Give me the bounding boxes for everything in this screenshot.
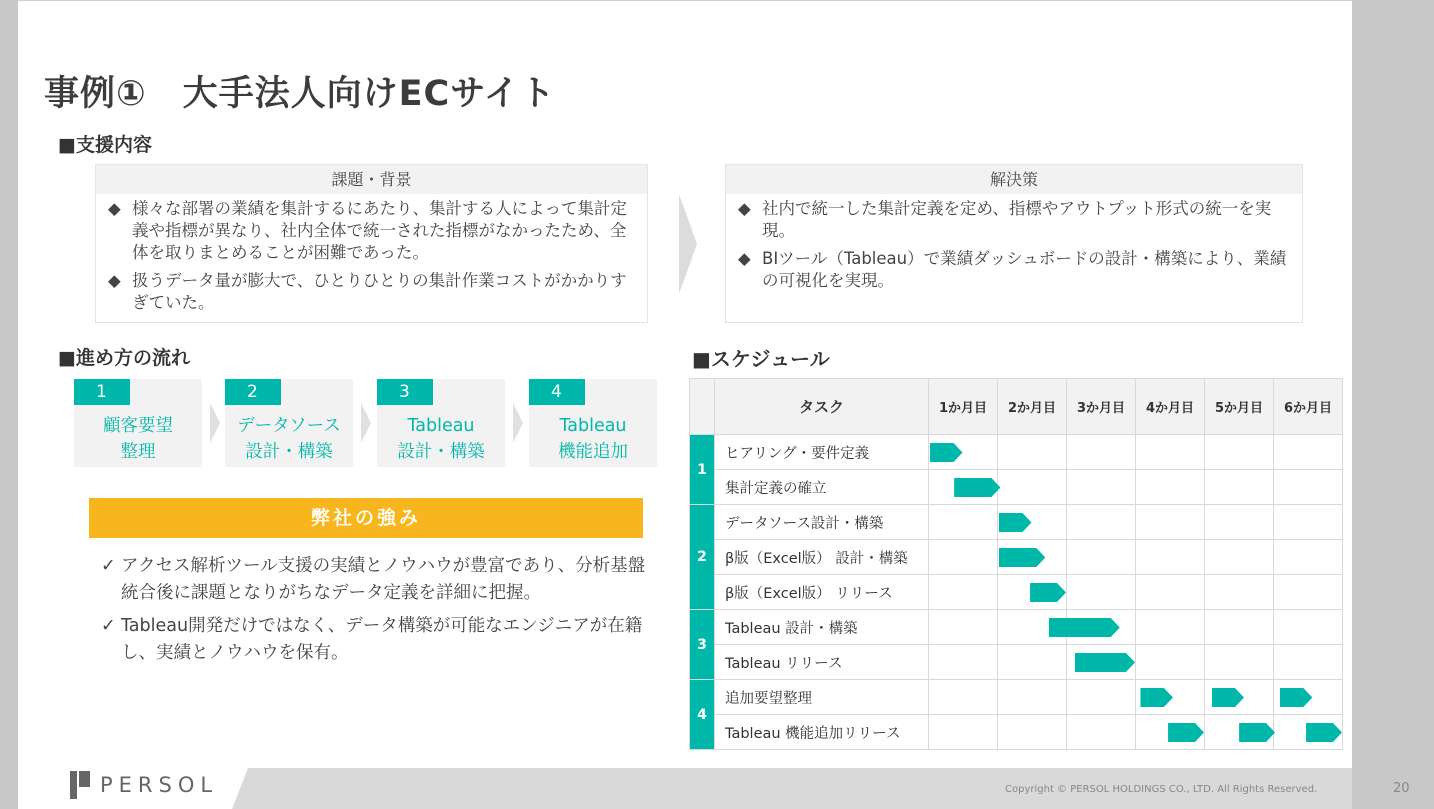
month-cell bbox=[929, 435, 998, 470]
gantt-bar bbox=[1280, 688, 1313, 707]
table-row bbox=[690, 470, 1343, 505]
strength-text: Tableau開発だけではなく、データ構築が可能なエンジニアが在籍し、実績とノウハウを保有。 bbox=[121, 616, 643, 663]
gantt-bar bbox=[1239, 723, 1275, 742]
table-row bbox=[690, 505, 1343, 540]
phase-label: 3 bbox=[690, 610, 715, 680]
bullet-text: 扱うデータ量が膨大で、ひとりひとりの集計作業コストがかかりすぎていた。 bbox=[132, 271, 627, 312]
month-cell bbox=[929, 680, 998, 715]
month-cell bbox=[998, 680, 1067, 715]
month-cell bbox=[929, 610, 998, 645]
step-label-line: 機能追加 bbox=[558, 442, 628, 462]
month-cell bbox=[1274, 435, 1343, 470]
gantt-bar bbox=[930, 443, 963, 462]
step-label bbox=[529, 413, 657, 465]
month-cell bbox=[929, 715, 998, 750]
month-header: 5か月目 bbox=[1205, 379, 1274, 435]
gantt-bar bbox=[1075, 653, 1135, 672]
month-cell bbox=[1136, 505, 1205, 540]
task-name: Tableau 設計・構築 bbox=[715, 610, 929, 645]
step-number: 4 bbox=[529, 379, 585, 405]
diamond-icon: ◆ bbox=[738, 199, 751, 218]
check-icon: ✓ bbox=[101, 616, 116, 636]
month-cell bbox=[929, 540, 998, 575]
month-cell bbox=[1067, 470, 1136, 505]
strength-list bbox=[101, 553, 661, 673]
task-name: Tableau リリース bbox=[715, 645, 929, 680]
page-title: 事例① 大手法人向けECサイト bbox=[44, 74, 556, 114]
step-label bbox=[225, 413, 353, 465]
month-cell bbox=[1136, 680, 1205, 715]
process-step bbox=[74, 379, 202, 467]
table-row bbox=[690, 435, 1343, 470]
schedule-header-row bbox=[690, 379, 1343, 435]
task-column-header: タスク bbox=[715, 379, 929, 435]
table-row bbox=[690, 575, 1343, 610]
solution-header: 解決策 bbox=[726, 165, 1302, 194]
arrow-right-icon bbox=[679, 194, 697, 294]
month-cell bbox=[1136, 645, 1205, 680]
task-name: Tableau 機能追加リリース bbox=[715, 715, 929, 750]
phase-label: 1 bbox=[690, 435, 715, 505]
chevron-right-icon bbox=[210, 403, 220, 443]
step-label-line: 整理 bbox=[120, 442, 156, 462]
month-cell bbox=[1274, 540, 1343, 575]
month-cell bbox=[1136, 575, 1205, 610]
task-name: ヒアリング・要件定義 bbox=[715, 435, 929, 470]
month-cell bbox=[998, 505, 1067, 540]
month-cell bbox=[1136, 435, 1205, 470]
persol-logo-icon bbox=[70, 771, 90, 799]
bullet-item bbox=[108, 198, 637, 264]
check-icon: ✓ bbox=[101, 556, 116, 576]
month-cell bbox=[1067, 435, 1136, 470]
persol-logo bbox=[70, 771, 218, 799]
schedule-table bbox=[689, 378, 1343, 750]
strength-item bbox=[101, 613, 661, 667]
footer-slant bbox=[232, 768, 248, 809]
step-number: 1 bbox=[74, 379, 130, 405]
month-cell bbox=[929, 470, 998, 505]
month-cell bbox=[929, 575, 998, 610]
gantt-bar bbox=[1049, 618, 1120, 637]
schedule-corner bbox=[690, 379, 715, 435]
bullet-text: BIツール（Tableau）で業績ダッシュボードの設計・構築により、業績の可視化を実現。 bbox=[762, 249, 1287, 290]
solution-bullets bbox=[726, 194, 1302, 292]
month-header: 2か月目 bbox=[998, 379, 1067, 435]
step-label-line: Tableau bbox=[407, 416, 475, 436]
month-cell bbox=[998, 610, 1067, 645]
chevron-right-icon bbox=[361, 403, 371, 443]
gantt-bar bbox=[954, 478, 1000, 497]
step-label-line: データソース bbox=[237, 416, 341, 436]
month-cell bbox=[1136, 715, 1205, 750]
month-cell bbox=[1274, 505, 1343, 540]
gantt-bar bbox=[1306, 723, 1342, 742]
left-margin bbox=[0, 0, 18, 809]
task-name: β版（Excel版） 設計・構築 bbox=[715, 540, 929, 575]
phase-label: 2 bbox=[690, 505, 715, 610]
bullet-item bbox=[738, 198, 1292, 242]
month-cell bbox=[1205, 680, 1274, 715]
process-step bbox=[529, 379, 657, 467]
month-cell bbox=[929, 505, 998, 540]
month-cell bbox=[998, 645, 1067, 680]
month-header: 4か月目 bbox=[1136, 379, 1205, 435]
gantt-bar bbox=[999, 548, 1045, 567]
step-label-line: Tableau bbox=[559, 416, 627, 436]
table-row bbox=[690, 680, 1343, 715]
month-cell bbox=[1067, 645, 1136, 680]
right-margin bbox=[1352, 0, 1434, 809]
month-cell bbox=[998, 470, 1067, 505]
month-cell bbox=[1274, 645, 1343, 680]
section-flow-heading: ■進め方の流れ bbox=[58, 347, 190, 369]
top-border bbox=[18, 0, 1352, 1]
table-row bbox=[690, 645, 1343, 680]
solution-box bbox=[725, 164, 1303, 323]
month-cell bbox=[929, 645, 998, 680]
gantt-bar bbox=[999, 513, 1032, 532]
month-header: 3か月目 bbox=[1067, 379, 1136, 435]
month-header: 6か月目 bbox=[1274, 379, 1343, 435]
month-cell bbox=[1274, 715, 1343, 750]
strength-title: 弊社の強み bbox=[89, 498, 643, 538]
table-row bbox=[690, 715, 1343, 750]
issues-header: 課題・背景 bbox=[96, 165, 647, 194]
bullet-text: 社内で統一した集計定義を定め、指標やアウトプット形式の統一を実現。 bbox=[762, 199, 1272, 240]
month-cell bbox=[1067, 715, 1136, 750]
month-cell bbox=[1274, 470, 1343, 505]
month-cell bbox=[1205, 540, 1274, 575]
table-row bbox=[690, 610, 1343, 645]
month-cell bbox=[1205, 645, 1274, 680]
month-cell bbox=[1136, 540, 1205, 575]
month-cell bbox=[998, 540, 1067, 575]
gantt-bar bbox=[1140, 688, 1173, 707]
month-cell bbox=[1205, 610, 1274, 645]
step-label-line: 顧客要望 bbox=[103, 416, 173, 436]
month-cell bbox=[1274, 680, 1343, 715]
month-cell bbox=[1205, 505, 1274, 540]
month-cell bbox=[1274, 610, 1343, 645]
month-cell bbox=[1205, 470, 1274, 505]
issues-box bbox=[95, 164, 648, 323]
month-cell bbox=[998, 715, 1067, 750]
phase-label: 4 bbox=[690, 680, 715, 750]
step-number: 3 bbox=[377, 379, 433, 405]
step-number: 2 bbox=[225, 379, 281, 405]
bullet-item bbox=[108, 270, 637, 314]
month-cell bbox=[1067, 505, 1136, 540]
gantt-bar bbox=[1030, 583, 1066, 602]
task-name: データソース設計・構築 bbox=[715, 505, 929, 540]
table-row bbox=[690, 540, 1343, 575]
gantt-bar bbox=[1168, 723, 1204, 742]
section-schedule-heading: ■スケジュール bbox=[692, 347, 830, 371]
task-name: 追加要望整理 bbox=[715, 680, 929, 715]
diamond-icon: ◆ bbox=[108, 271, 121, 290]
diamond-icon: ◆ bbox=[738, 249, 751, 268]
copyright: Copyright © PERSOL HOLDINGS CO., LTD. All Rights Reserved. bbox=[1005, 784, 1318, 795]
task-name: β版（Excel版） リリース bbox=[715, 575, 929, 610]
section-support-heading: ■支援内容 bbox=[58, 134, 152, 156]
task-name: 集計定義の確立 bbox=[715, 470, 929, 505]
month-cell bbox=[1205, 575, 1274, 610]
month-cell bbox=[998, 435, 1067, 470]
process-step bbox=[225, 379, 353, 467]
strength-text: アクセス解析ツール支援の実績とノウハウが豊富であり、分析基盤統合後に課題となりがちなデータ定義を詳細に把握。 bbox=[121, 556, 646, 603]
month-cell bbox=[1067, 680, 1136, 715]
month-cell bbox=[1136, 610, 1205, 645]
step-label-line: 設計・構築 bbox=[245, 442, 333, 462]
step-label bbox=[377, 413, 505, 465]
step-label bbox=[74, 413, 202, 465]
month-cell bbox=[1067, 575, 1136, 610]
issues-bullets bbox=[96, 194, 647, 314]
month-cell bbox=[1205, 435, 1274, 470]
month-cell bbox=[1274, 575, 1343, 610]
month-cell bbox=[1136, 470, 1205, 505]
page-number: 20 bbox=[1393, 781, 1410, 796]
chevron-right-icon bbox=[513, 403, 523, 443]
strength-item bbox=[101, 553, 661, 607]
step-label-line: 設計・構築 bbox=[397, 442, 485, 462]
month-cell bbox=[1067, 540, 1136, 575]
logo-text: PERSOL bbox=[100, 773, 219, 797]
bullet-item bbox=[738, 248, 1292, 292]
bullet-text: 様々な部署の業績を集計するにあたり、集計する人によって集計定義や指標が異なり、社内全体で統一された指標がなかったため、全体を取りまとめることが困難であった。 bbox=[132, 199, 627, 262]
month-cell bbox=[998, 575, 1067, 610]
gantt-bar bbox=[1212, 688, 1245, 707]
diamond-icon: ◆ bbox=[108, 199, 121, 218]
month-header: 1か月目 bbox=[929, 379, 998, 435]
month-cell bbox=[1205, 715, 1274, 750]
process-step bbox=[377, 379, 505, 467]
